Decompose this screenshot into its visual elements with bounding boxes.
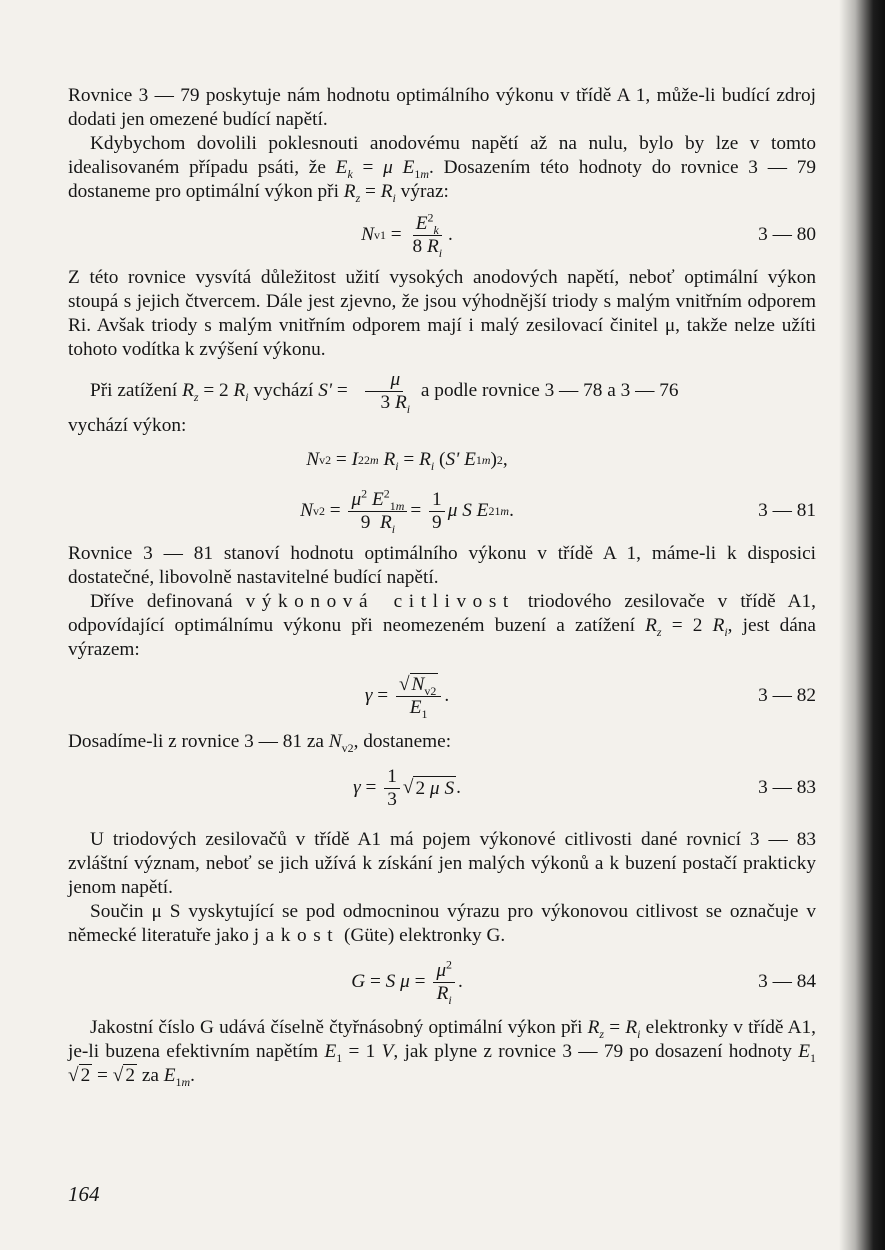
paragraph-4b: vychází výkon:	[68, 415, 187, 437]
paragraph-8: U triodových zesilovačů v třídě A1 má pojem výkonové citlivosti dané rovnicí 3 — 83 zvláštní význam, neboť se jich užívá k získání jen malých výkonů a k buzení postačí prakticky jenom napětí.	[68, 829, 816, 899]
equation-3-81: N v2 = $\frac{\mu^2 E^2_{1m}}{9 R_i}$ = $\frac{1}{9}$ μ S E 2 1m . 3 — 81	[300, 486, 816, 536]
paragraph-4: Při zatížení $R_z = 2$ $R_i$ vychází S' = $\frac{\mu}{3 R_i}$ a podle rovnice 3 — 78 a 3 — 76	[90, 369, 679, 416]
page-number: 164	[68, 1182, 100, 1206]
paragraph-7: Dosadíme-li z rovnice 3 — 81 za $N_{v2}$, dostaneme:	[68, 731, 452, 755]
equation-number: 3 — 81	[758, 500, 816, 522]
paragraph-5: Rovnice 3 — 81 stanoví hodnotu optimálního výkonu v třídě A 1, máme-li k disposici dostatečné, libovolně nastavitelné budící napětí.	[68, 543, 816, 589]
equation-number: 3 — 80	[758, 224, 816, 245]
equation-number: 3 — 83	[758, 777, 816, 799]
page-edge-shadow	[839, 0, 885, 1250]
paragraph-1: Rovnice 3 — 79 poskytuje nám hodnotu optimálního výkonu v třídě A 1, může-li budící zdroj dodati jen omezené budící napětí.	[68, 85, 816, 130]
equation-3-80: N v1 = $\frac{E^2_k}{8 R_i}$ . 3 — 80	[361, 210, 816, 260]
paragraph-6: Dříve definovaná výkonová citlivost triodového zesilovače v třídě A1, odpovídající optimálnímu výkonu při neomezeném buzení a zatížení $R_z = 2$ $R_i$, jest dána výrazem:	[68, 591, 816, 661]
paragraph-2: Kdybychom dovolili poklesnouti anodovému napětí až na nulu, bylo by lze v tomto idealisovaném případu psáti, že $E_k = \mu$ $E_{1m}$. Dosazením této hodnoty do rovnice 3 — 79 dostaneme pro optimální výkon při $R_z = R_i$ výraz:	[68, 133, 817, 205]
paragraph-9: Součin μ S vyskytující se pod odmocninou výrazu pro výkonovou citlivost se označuje v německé literatuře jako jakost (Güte) elektronky G.	[68, 901, 816, 947]
equation-3-81a: N v2 = I 2 2m $R_i$ = $R_i$ ( S' E 1m ) 2 ,	[306, 449, 508, 473]
equation-number: 3 — 82	[758, 685, 816, 707]
paragraph-3: Z této rovnice vysvítá důležitost užití vysokých anodových napětí, neboť optimální výkon stoupá s jejich čtvercem. Dále jest zjevno, že jsou výhodnější triody s malým vnitřním odporem Ri. Avšak triody s malým vnitřním odporem mají i malý zesilovací činitel μ, takže nelze užíti tohoto vodítka k zvýšení výkonu.	[68, 267, 816, 360]
equation-3-84: G = S μ = $\frac{\mu^2}{R_i}$ . 3 — 84	[351, 957, 816, 1007]
paragraph-10: Jakostní číslo G udává číselně čtyřnásobný optimální výkon při $R_z = R_i$ elektronky v třídě A1, je-li buzena efektivním napětím $E_1 = 1$ V, jak plyne z rovnice 3 — 79 po dosazení hodnoty $E_1$ √ 2 = √ 2 za $E_{1m}$.	[68, 1017, 816, 1089]
equation-3-83: γ = $\frac{1}{3}$ √ 2 μ S . 3 — 83	[353, 765, 816, 810]
equation-number: 3 — 84	[758, 971, 816, 993]
page-content	[68, 84, 816, 1088]
equation-3-82: γ = $\frac{√ N_{v2}}{E_1}$ . 3 — 82	[364, 673, 816, 721]
